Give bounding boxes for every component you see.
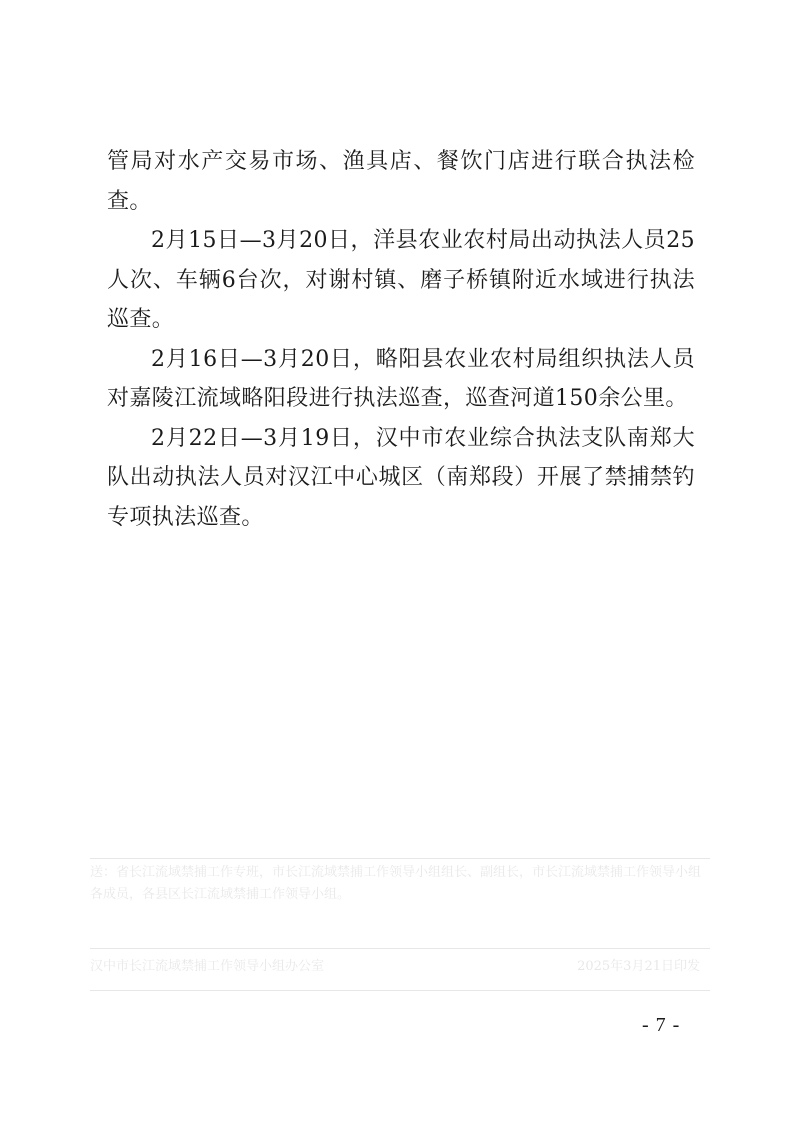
paragraph-4: 2月22日—3月19日，汉中市农业综合执法支队南郑大队出动执法人员对汉江中心城区（南郑段）开展了禁捕禁钓专项执法巡查。 — [107, 425, 695, 530]
paragraph-2: 2月15日—3月20日，洋县农业农村局出动执法人员25人次、车辆6台次，对谢村镇、磨子桥镇附近水域进行执法巡查。 — [107, 228, 695, 332]
paragraph-1: 管局对水产交易市场、渔具店、餐饮门店进行联合执法检查。 — [107, 149, 695, 214]
footer-rule-top — [90, 858, 710, 859]
paragraph-3: 2月16日—3月20日，略阳县农业农村局组织执法人员对嘉陵江流域略阳段进行执法巡查，巡查河道150余公里。 — [107, 346, 695, 411]
distribution-note: 送：省长江流域禁捕工作专班，市长江流域禁捕工作领导小组组长、副组长，市长江流域禁捕工作领导小组各成员，各县区长江流域禁捕工作领导小组。 — [90, 865, 702, 902]
show-through-footer — [90, 852, 710, 1002]
body-text — [107, 142, 695, 537]
page-number: - 7 - — [642, 1014, 681, 1036]
issuing-office: 汉中市长江流域禁捕工作领导小组办公室 — [90, 959, 325, 974]
footer-rule-middle — [90, 948, 710, 949]
footer-rule-bottom — [90, 990, 710, 991]
issue-date: 2025年3月21日印发 — [577, 959, 700, 974]
